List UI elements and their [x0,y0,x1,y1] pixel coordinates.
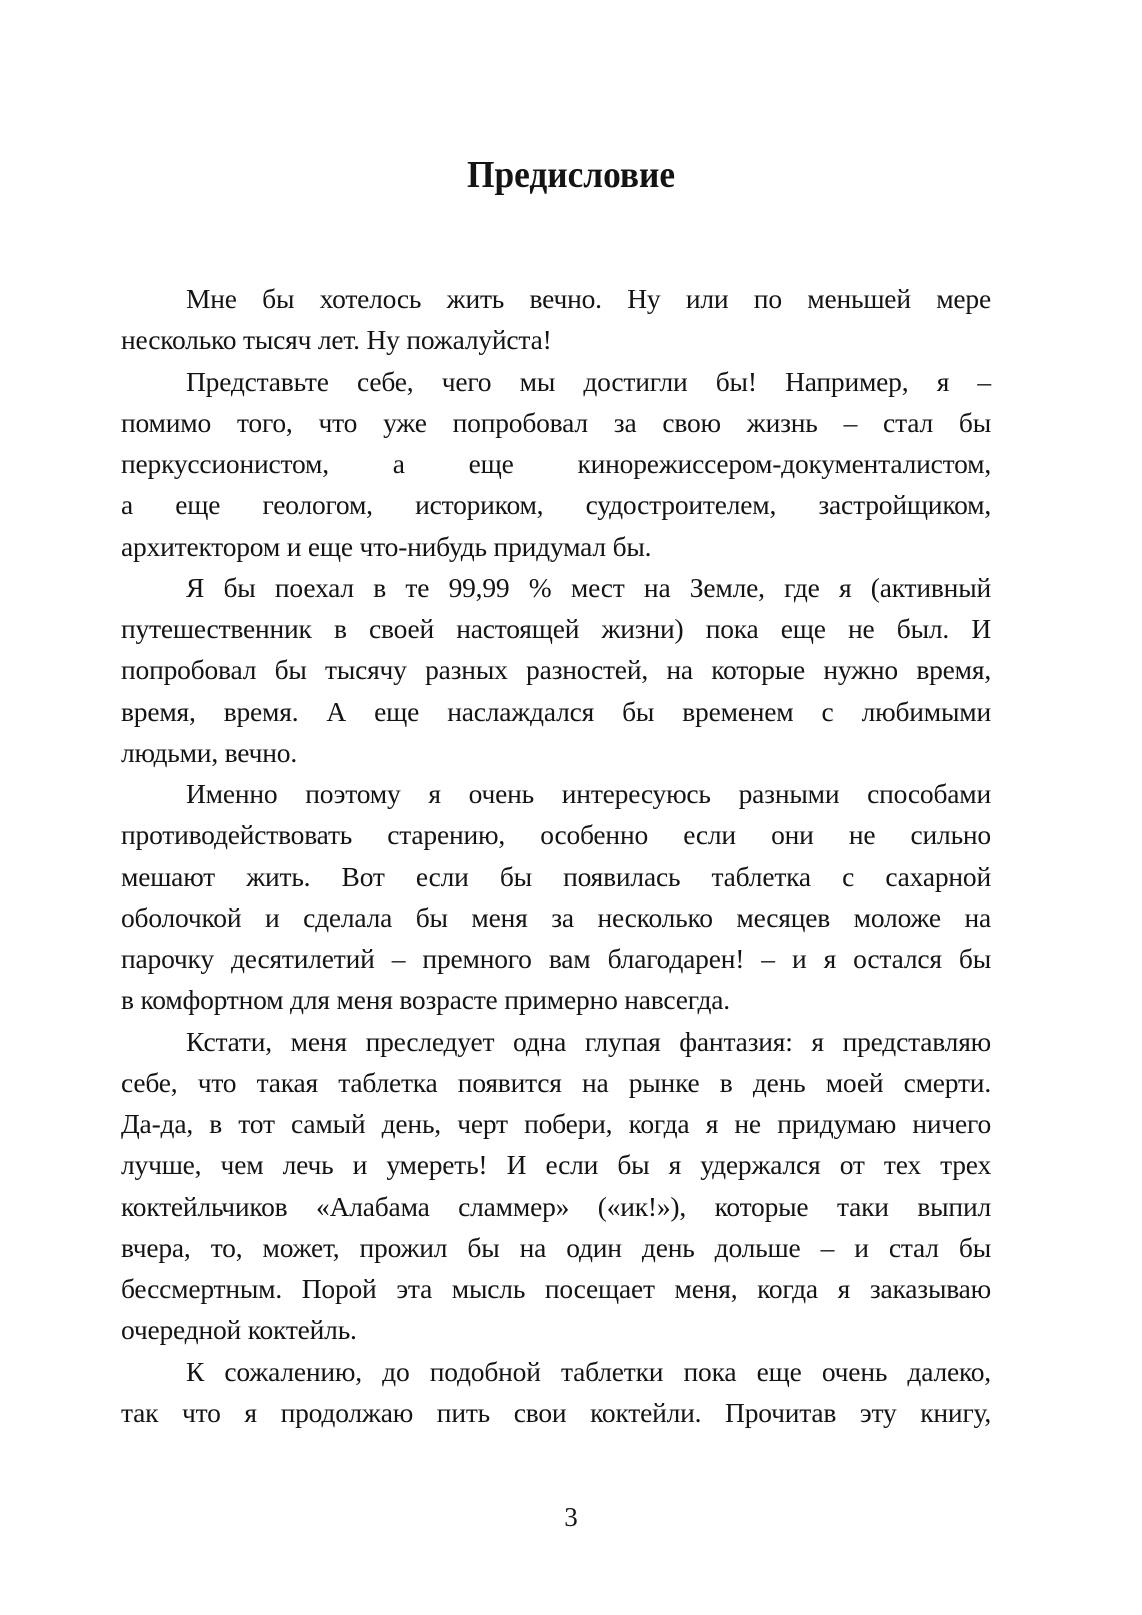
text-line: в комфортном для меня возрасте примерно навсегда. [121,984,730,1016]
text-line: помимо того, что уже попробовал за свою жизнь – стал бы [121,406,991,438]
text-line: Да-да, в тот самый день, черт побери, когда я не придумаю ничего [121,1108,991,1139]
text-line: так что я продолжаю пить свои коктейли. Прочитав эту книгу, [121,1396,991,1428]
text-line: К сожалению, до подобной таблетки пока еще очень далеко, [186,1355,991,1387]
text-line: лучше, чем лечь и умереть! И если бы я удержался от тех трех [121,1149,991,1181]
text-line: Я бы поехал в те 99,99 % мест на Земле, где я (активный [186,571,991,603]
text-line: себе, что такая таблетка появится на рынке в день моей смерти. [121,1066,991,1098]
text-line: попробовал бы тысячу разных разностей, на которые нужно время, [121,654,991,686]
text-line: а еще геологом, историком, судостроителем, застройщиком, [121,489,991,521]
text-line: оболочкой и сделала бы меня за несколько месяцев моложе на [121,901,991,933]
text-line: Представьте себе, чего мы достигли бы! Например, я – [186,365,991,397]
text-line: путешественник в своей настоящей жизни) пока еще не был. И [121,613,991,644]
page-number: 3 [564,1502,578,1532]
text-line: коктейльчиков «Алабама сламмер» («ик!»), которые таки выпил [121,1190,991,1222]
text-line: очередной коктейль. [121,1314,357,1346]
text-line: мешают жить. Вот если бы появилась таблетка с сахарной [121,860,991,892]
text-line: бессмертным. Порой эта мысль посещает меня, когда я заказываю [121,1273,991,1304]
text-line: время, время. А еще наслаждался бы временем с любимыми [121,695,991,727]
text-line: вчера, то, может, прожил бы на один день дольше – и стал бы [121,1231,991,1263]
chapter-title: Предисловие [466,154,676,196]
text-line: Мне бы хотелось жить вечно. Ну или по меньшей мере [186,283,991,314]
text-line: парочку десятилетий – премного вам благодарен! – и я остался бы [121,943,991,974]
text-line: Кстати, меня преследует одна глупая фантазия: я представляю [186,1025,991,1057]
text-line: людьми, вечно. [121,736,297,768]
text-line: перкуссионистом, а еще кинорежиссером-документалистом, [121,448,991,479]
body-text [121,278,991,1433]
text-line: противодействовать старению, особенно если они не сильно [121,819,991,851]
text-line: архитектором и еще что-нибудь придумал бы. [121,530,652,562]
text-line: несколько тысяч лет. Ну пожалуйста! [121,324,552,356]
text-line: Именно поэтому я очень интересуюсь разными способами [186,778,991,809]
